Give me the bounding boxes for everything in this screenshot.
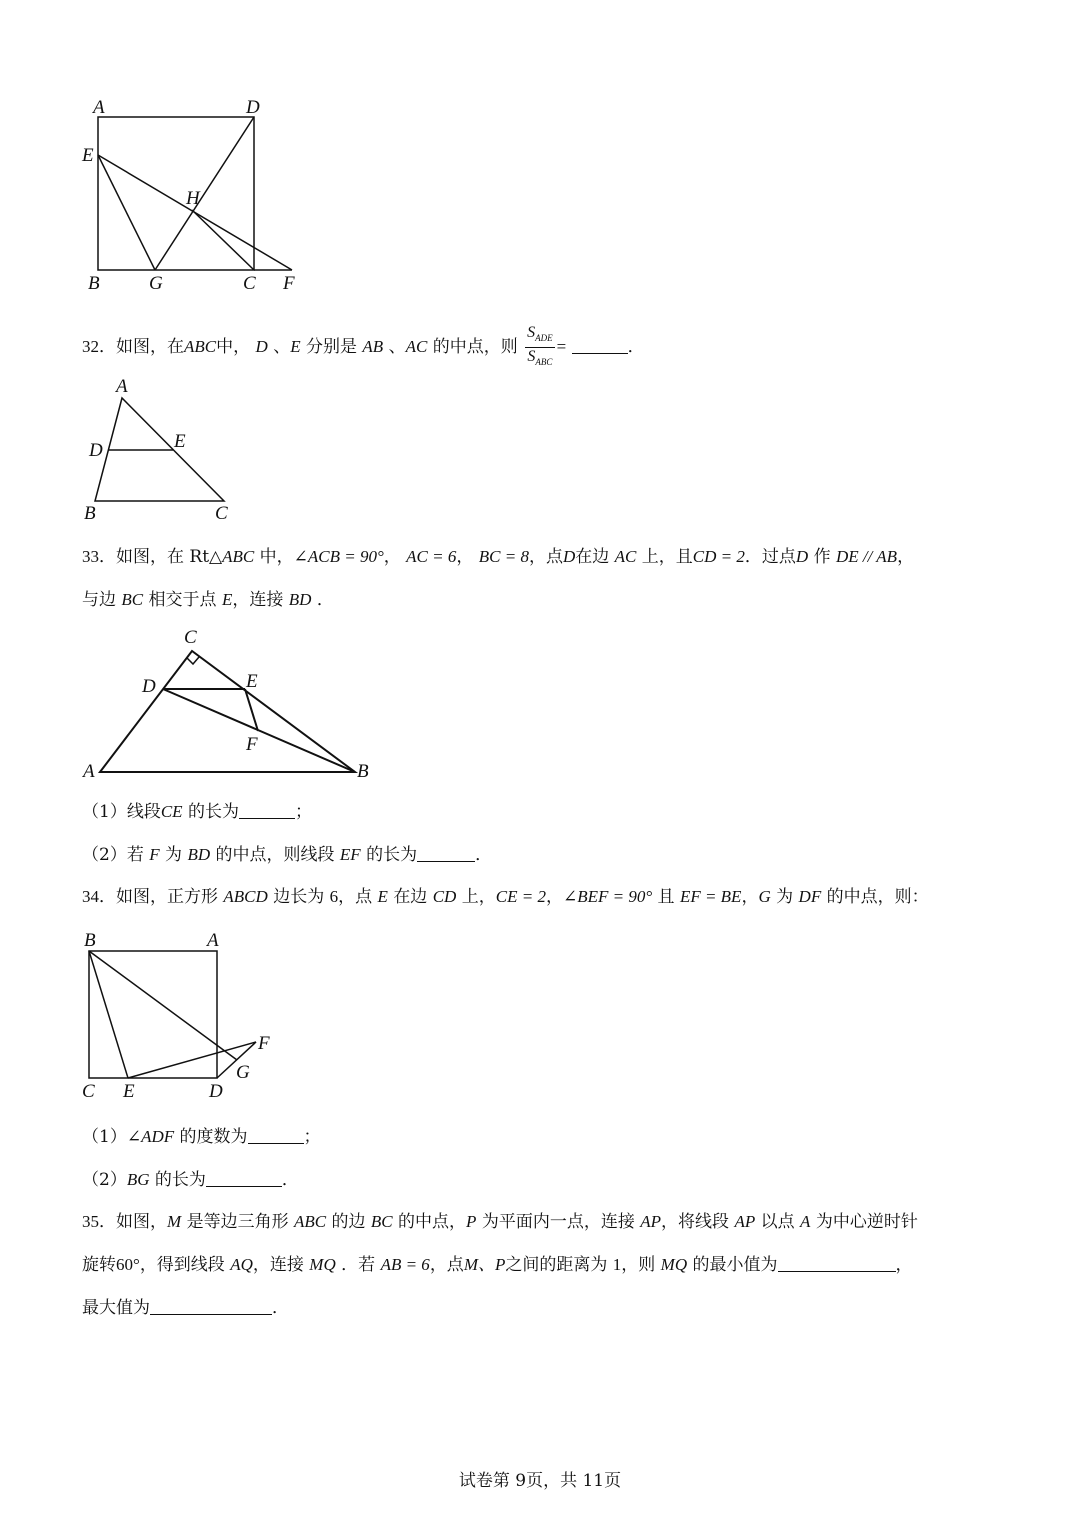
q34-sub2-answer-blank[interactable]: [206, 1168, 282, 1187]
q33-text: 为: [165, 845, 183, 865]
label-d: D: [209, 1081, 223, 1102]
q34-text: 的中点，则：: [826, 887, 929, 907]
label-d: D: [142, 676, 156, 697]
q32-eq: =: [556, 337, 567, 357]
q35-var: MQ: [309, 1255, 336, 1274]
q35-var: MQ: [660, 1255, 688, 1274]
label-a: A: [116, 376, 128, 397]
label-b: B: [84, 503, 96, 524]
q35-min-answer-blank[interactable]: [778, 1253, 896, 1272]
q34-var: ABCD: [223, 887, 268, 906]
label-b: B: [357, 761, 369, 782]
q35-text: 最大值为: [82, 1298, 150, 1318]
q35-var: A: [800, 1212, 811, 1231]
label-b: B: [88, 273, 100, 294]
q33-var: AC: [614, 547, 637, 566]
q32-text: 、: [273, 337, 291, 358]
q33-expr: DE // AB: [835, 547, 898, 566]
q35-number: 35．: [82, 1212, 116, 1231]
q33-text: 上，且: [641, 547, 693, 567]
question-34-sub-2: [82, 1168, 299, 1192]
q33-var: BC: [121, 590, 144, 609]
question-34-sub-1: [82, 1125, 321, 1149]
q35-text: 的边: [331, 1212, 366, 1232]
label-e: E: [246, 671, 258, 692]
q35-var: AQ: [230, 1255, 253, 1274]
label-e: E: [174, 431, 186, 452]
q34-text: 如图，正方形: [116, 887, 218, 907]
label-a: A: [83, 761, 95, 782]
label-c: C: [82, 1081, 95, 1102]
label-d: D: [89, 440, 103, 461]
q35-text: 之间的距离为: [505, 1255, 608, 1275]
segment-be: [89, 951, 128, 1078]
q34-var: DF: [798, 887, 822, 906]
q34-num: 6: [329, 887, 339, 906]
q34-number: 34．: [82, 887, 116, 906]
q34-text: （1）: [82, 1127, 127, 1147]
q34-text: 的长为: [154, 1170, 206, 1190]
q34-text: 边长为: [273, 887, 325, 907]
q34-text: ．: [281, 1170, 299, 1190]
q35-text: 为中心逆时针: [815, 1212, 918, 1232]
q34-text: 为: [776, 887, 794, 907]
q32-var: AB: [362, 337, 384, 357]
q34-text: ，: [741, 887, 759, 907]
q35-text: ．: [272, 1298, 289, 1318]
q35-text: 的中点，: [398, 1212, 467, 1232]
q34-sub1-answer-blank[interactable]: [248, 1125, 304, 1144]
q35-var: ABC: [293, 1212, 327, 1231]
q33-text: 如图，在 Rt△: [116, 547, 223, 567]
q33-text: ；: [294, 802, 312, 822]
question-35-line-3: [82, 1296, 289, 1320]
q34-var: G: [758, 887, 771, 906]
q32-text: ．: [627, 337, 645, 358]
label-c: C: [243, 273, 256, 294]
q33-var: E: [221, 590, 233, 609]
q33-text: ．: [316, 590, 334, 610]
label-a: A: [207, 930, 219, 951]
q33-var: CE: [160, 802, 183, 821]
q32-text: 、: [388, 337, 406, 358]
q33-expr: CD = 2: [692, 547, 745, 566]
label-g: G: [149, 273, 163, 294]
q32-number: 32．: [82, 337, 116, 357]
label-f: F: [283, 273, 295, 294]
q35-text: 旋转: [82, 1255, 116, 1275]
q35-text: ，将线段: [661, 1212, 730, 1232]
q35-max-answer-blank[interactable]: [150, 1296, 272, 1315]
q33-text: 作: [813, 547, 831, 567]
q33-var: BD: [288, 590, 312, 609]
q32-var: AC: [405, 337, 428, 357]
q35-text: 如图，: [116, 1212, 167, 1232]
q33-text: 在边: [575, 547, 610, 567]
q33-text: ，: [897, 547, 915, 567]
q33-expr: ∠ACB = 90°: [293, 547, 384, 566]
q32-frac-num: S: [527, 324, 536, 341]
q33-var: D: [562, 547, 576, 566]
q35-text: 的最小值为: [692, 1255, 778, 1275]
q33-text: ．: [475, 845, 493, 865]
q33-text: 相交于点: [148, 590, 217, 610]
q34-text: ；: [303, 1127, 321, 1147]
label-f: F: [246, 734, 258, 755]
q33-text: ．过点: [744, 547, 796, 567]
question-35-line-1: [82, 1210, 918, 1234]
q32-text: 如图，在: [116, 337, 184, 358]
label-e: E: [123, 1081, 135, 1102]
q33-var: ABC: [222, 547, 255, 566]
figure-34-svg: [0, 0, 300, 1110]
label-h: H: [186, 188, 200, 209]
q34-var: E: [377, 887, 388, 906]
q33-text: （1）线段: [82, 802, 161, 822]
q33-var: EF: [339, 845, 361, 864]
question-35-line-2: [82, 1253, 913, 1277]
q33-text: ，: [383, 547, 401, 567]
q34-text: 且: [657, 887, 675, 907]
q32-frac-num-sub: ADE: [535, 333, 553, 344]
q34-text: 上，: [461, 887, 496, 907]
q35-text: ，则: [621, 1255, 656, 1275]
q35-num: 60°: [116, 1255, 140, 1274]
q33-expr: BC = 8: [478, 547, 529, 566]
q34-text: 的度数为: [179, 1127, 248, 1147]
q34-expr: EF = BE: [679, 887, 742, 906]
q35-var: AP: [640, 1212, 662, 1231]
q35-var: P: [466, 1212, 477, 1231]
q35-text: ，点: [429, 1255, 464, 1275]
q32-fraction: [525, 324, 555, 371]
label-c: C: [184, 627, 197, 648]
segment-bg: [89, 951, 237, 1060]
q35-var: AP: [734, 1212, 756, 1231]
q32-frac-den: S: [527, 348, 536, 366]
q34-text: ，点: [338, 887, 373, 907]
q35-text: 是等边三角形: [186, 1212, 289, 1232]
q34-var: BG: [126, 1170, 150, 1189]
q33-text: 中，: [259, 547, 294, 567]
label-b: B: [84, 930, 96, 951]
q32-answer-blank[interactable]: [572, 335, 628, 354]
q35-text: ，: [895, 1255, 913, 1275]
q35-var: BC: [370, 1212, 393, 1231]
q32-var: D: [255, 337, 268, 357]
q33-text: ，点: [528, 547, 563, 567]
q34-expr: ∠BEF = 90°: [562, 887, 653, 906]
label-g: G: [236, 1062, 250, 1083]
q32-frac-den-sub: ABC: [535, 357, 553, 368]
q34-text: （2）: [82, 1170, 127, 1190]
label-c: C: [215, 503, 228, 524]
q33-var: D: [795, 547, 809, 566]
page-footer: 试卷第 9页，共 11页: [458, 1471, 622, 1491]
label-d: D: [246, 97, 260, 118]
q34-text: ，: [545, 887, 563, 907]
q33-expr: AC = 6: [406, 547, 457, 566]
label-a: A: [93, 97, 105, 118]
q35-text: ，得到线段: [139, 1255, 225, 1275]
q33-sub2-answer-blank[interactable]: [417, 843, 475, 862]
q33-text: ，连接: [232, 590, 284, 610]
q35-text: ．若: [341, 1255, 376, 1275]
q32-tri: ABC: [184, 337, 217, 357]
q35-expr: M、P: [463, 1255, 506, 1274]
q35-text: ，连接: [252, 1255, 304, 1275]
q34-var: CD: [432, 887, 457, 906]
q32-text: 分别是: [306, 337, 357, 358]
q35-var: M: [167, 1212, 182, 1231]
q33-var: F: [149, 845, 160, 864]
q32-var: E: [290, 337, 301, 357]
label-e: E: [82, 145, 94, 166]
q34-expr: CE = 2: [495, 887, 546, 906]
q33-text: 的中点，则线段: [215, 845, 335, 865]
q33-number: 33．: [82, 547, 116, 566]
q33-text: （2）若: [82, 845, 144, 865]
q33-text: 的长为: [187, 802, 239, 822]
q32-text: 中，: [216, 337, 251, 358]
q34-text: 在边: [393, 887, 428, 907]
q32-text: 的中点，则: [432, 337, 518, 358]
q35-text: 为平面内一点，连接: [481, 1212, 635, 1232]
q35-expr: AB = 6: [380, 1255, 430, 1274]
q35-text: 以点: [760, 1212, 795, 1232]
q33-var: BD: [187, 845, 211, 864]
figure-34: [0, 0, 300, 1110]
q34-expr: ∠ADF: [126, 1127, 175, 1146]
q33-text: 的长为: [366, 845, 418, 865]
label-f: F: [258, 1033, 270, 1054]
q35-num: 1: [612, 1255, 622, 1274]
q33-text: ，: [456, 547, 474, 567]
q33-text: 与边: [82, 590, 116, 610]
